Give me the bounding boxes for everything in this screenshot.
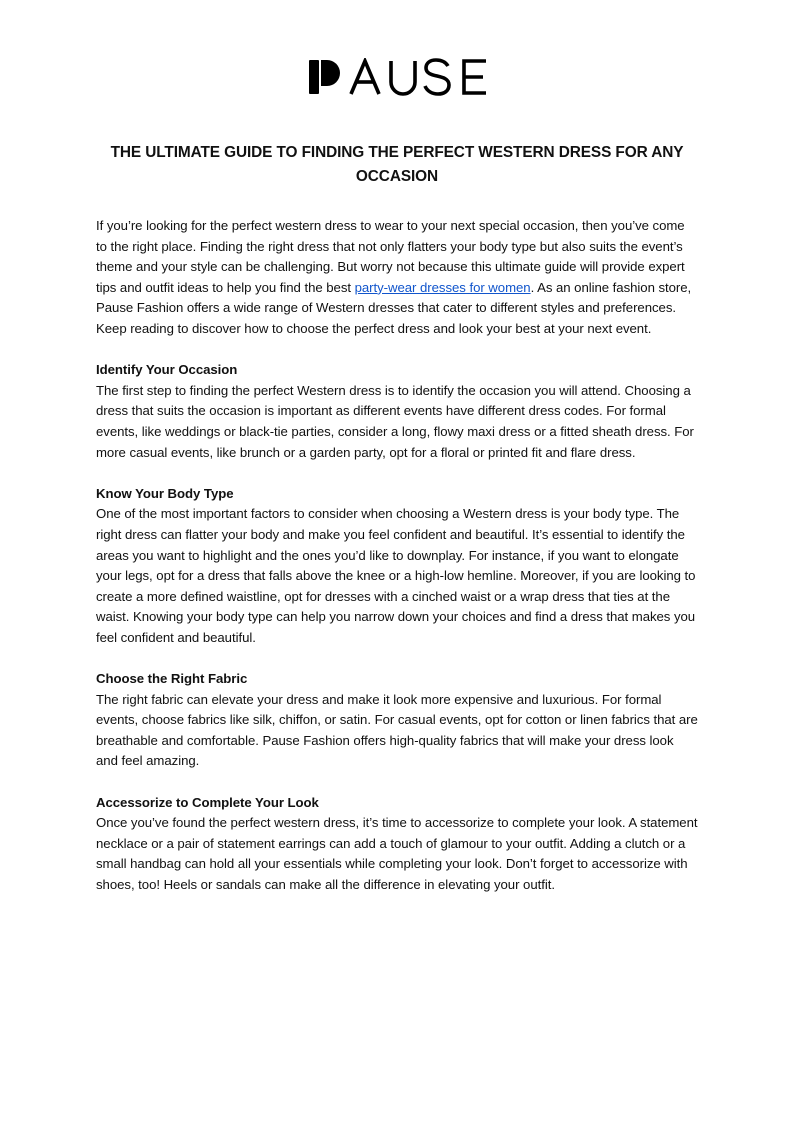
intro-text-after-link: . As an online fashion store, Pause Fashion offers a wide range of Western dresses that cater to different styles and preferences. Keep reading to discover how to choose the perfect dress and look your best at your next event. (96, 279, 692, 336)
section-body: Once you’ve found the perfect western dress, it’s time to accessorize to complete your look. A statement necklace or a pair of statement earrings can add a touch of glamour to your outfit. Adding a clutch or a small handbag can hold all your essentials while completing your look. Don’t forget to accessorize with shoes, too! Heels or sandals can make all the difference in elevating your outfit. (96, 815, 698, 892)
party-wear-dresses-link[interactable]: party-wear dresses for women (354, 279, 531, 295)
section-body: The right fabric can elevate your dress and make it look more expensive and luxurious. For formal events, choose fabrics like silk, chiffon, or satin. For casual events, opt for cotton or linen fabrics that are breathable and comfortable. Pause Fashion offers high-quality fabrics that will make your dress look and feel amazing. (96, 691, 698, 769)
intro-paragraph (96, 216, 698, 340)
section-heading: Accessorize to Complete Your Look (96, 794, 319, 810)
article-body (96, 216, 698, 916)
section-body: One of the most important factors to consider when choosing a Western dress is your body type. The right dress can flatter your body and make you feel confident and beautiful. It’s essential to identify the areas you want to highlight and the ones you’d like to downplay. For instance, if you want to elongate your legs, opt for a dress that falls above the knee or a high-low hemline. Moreover, if you are looking to create a more defined waistline, opt for dresses with a cinched waist or a wrap dress that ties at the waist. Knowing your body type can help you narrow down your choices and find a dress that makes you feel confident and beautiful. (96, 506, 696, 645)
section-identify-occasion (96, 360, 698, 463)
section-heading: Choose the Right Fabric (96, 671, 248, 687)
section-accessorize (96, 793, 698, 896)
pause-logo (307, 58, 489, 96)
section-heading: Identify Your Occasion (96, 362, 238, 378)
section-heading: Know Your Body Type (96, 485, 234, 501)
section-know-body-type (96, 484, 698, 649)
intro-text-before-link: If you’re looking for the perfect western dress to wear to your next special occasion, then you’ve come to the right place. Finding the right dress that not only flatters your body type but also suits the event’s theme and your style can be challenging. But worry not because this ultimate guide will provide expert tips and outfit ideas to help you find the best (96, 218, 685, 295)
section-body: The first step to finding the perfect Western dress is to identify the occasion you will attend. Choosing a dress that suits the occasion is important as different events have different dress codes. For formal events, like weddings or black-tie parties, consider a long, flowy maxi dress or a fitted sheath dress. For more casual events, like brunch or a garden party, opt for a floral or printed fit and flare dress. (96, 382, 694, 460)
article-title: THE ULTIMATE GUIDE TO FINDING THE PERFECT WESTERN DRESS FOR ANY OCCASION (110, 144, 684, 185)
section-choose-fabric (96, 669, 698, 772)
